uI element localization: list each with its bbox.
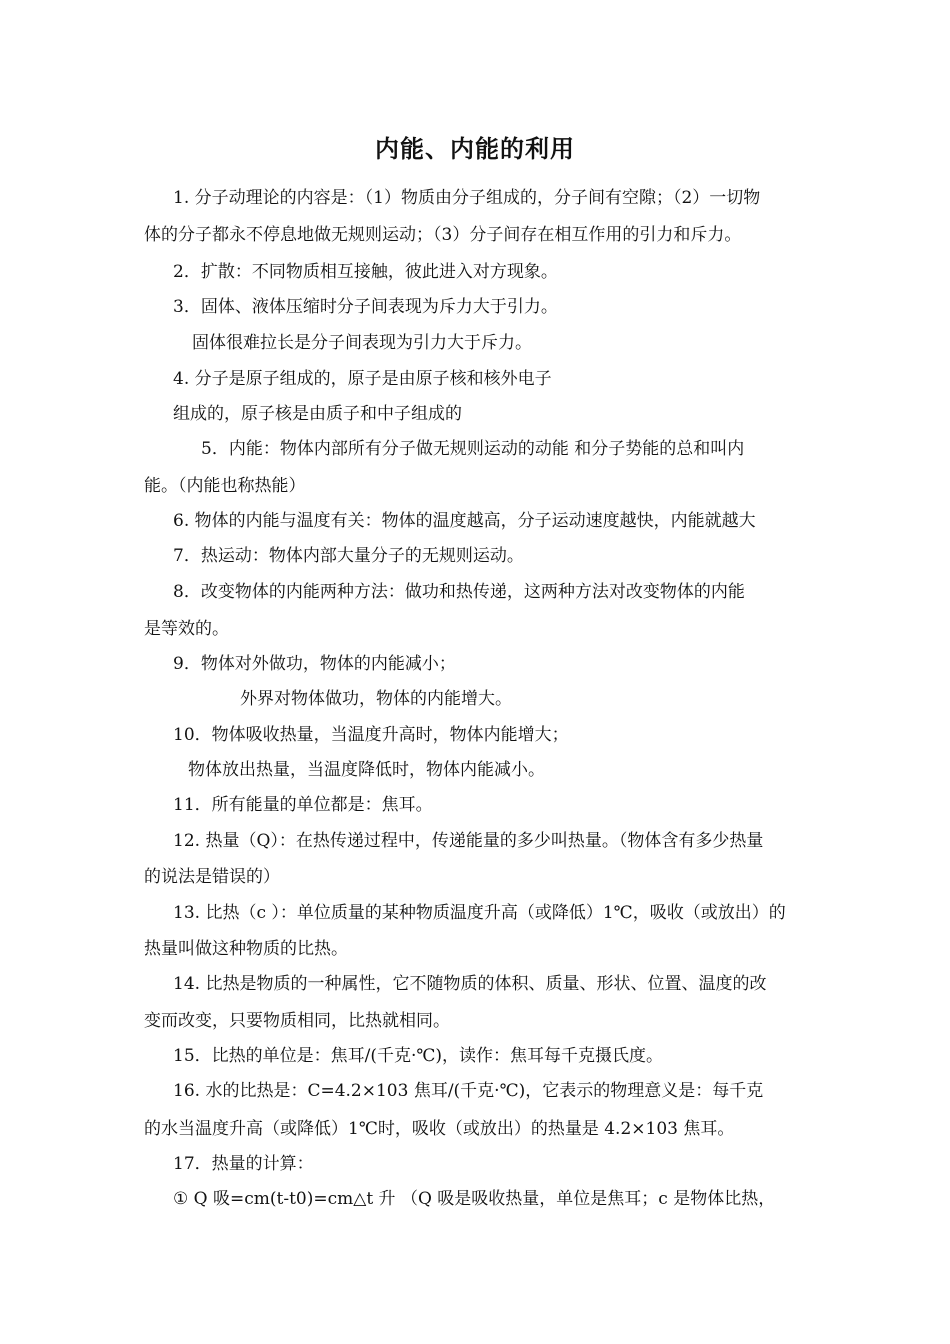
- text-line: 变而改变，只要物质相同，比热就相同。: [144, 1011, 450, 1031]
- text-line: 9．物体对外做功，物体的内能减小；: [173, 654, 456, 674]
- text-line: 物体放出热量，当温度降低时，物体内能减小。: [188, 760, 545, 780]
- text-line: 1. 分子动理论的内容是：（1）物质由分子组成的，分子间有空隙；（2）一切物: [173, 188, 761, 208]
- text-line: 固体很难拉长是分子间表现为引力大于斥力。: [192, 333, 532, 353]
- text-line: 5．内能：物体内部所有分子做无规则运动的动能 和分子势能的总和叫内: [201, 439, 745, 459]
- page-title: 内能、内能的利用: [375, 135, 575, 163]
- text-line: 外界对物体做功，物体的内能增大。: [240, 689, 512, 709]
- text-line: 4. 分子是原子组成的，原子是由原子核和核外电子: [173, 369, 552, 389]
- text-line: 13. 比热（c ）：单位质量的某种物质温度升高（或降低）1℃，吸收（或放出）的: [173, 903, 786, 923]
- text-line: 6. 物体的内能与温度有关：物体的温度越高，分子运动速度越快，内能就越大: [173, 511, 756, 531]
- text-line: 能。（内能也称热能）: [144, 476, 306, 496]
- text-line: 热量叫做这种物质的比热。: [144, 939, 348, 959]
- text-line: 7．热运动：物体内部大量分子的无规则运动。: [173, 546, 524, 566]
- text-line: 12. 热量（Q）：在热传递过程中，传递能量的多少叫热量。（物体含有多少热量: [173, 831, 764, 851]
- text-line: 10．物体吸收热量，当温度升高时，物体内能增大；: [173, 725, 569, 745]
- text-line: 2．扩散：不同物质相互接触，彼此进入对方现象。: [173, 262, 558, 282]
- text-line: 8．改变物体的内能两种方法：做功和热传递，这两种方法对改变物体的内能: [173, 582, 745, 602]
- text-line: 的说法是错误的）: [144, 867, 280, 887]
- text-line: 17．热量的计算：: [173, 1154, 314, 1174]
- text-line: 3．固体、液体压缩时分子间表现为斥力大于引力。: [173, 297, 558, 317]
- text-line: 是等效的。: [144, 619, 229, 639]
- text-line: 16. 水的比热是：C=4.2×103 焦耳/(千克·℃)，它表示的物理意义是：每千克: [173, 1081, 764, 1101]
- text-line: 11．所有能量的单位都是：焦耳。: [173, 795, 433, 815]
- text-line: 体的分子都永不停息地做无规则运动；（3）分子间存在相互作用的引力和斥力。: [144, 225, 742, 245]
- text-line: 14. 比热是物质的一种属性，它不随物质的体积、质量、形状、位置、温度的改: [173, 974, 767, 994]
- text-line: 的水当温度升高（或降低）1℃时，吸收（或放出）的热量是 4.2×103 焦耳。: [144, 1119, 735, 1139]
- text-line: 组成的，原子核是由质子和中子组成的: [173, 404, 462, 424]
- text-line: 15．比热的单位是：焦耳/(千克·℃)，读作：焦耳每千克摄氏度。: [173, 1046, 664, 1066]
- text-line: ① Q 吸=cm(t-t0)=cm△t 升 （Q 吸是吸收热量，单位是焦耳；c 是物体比热，: [173, 1189, 776, 1209]
